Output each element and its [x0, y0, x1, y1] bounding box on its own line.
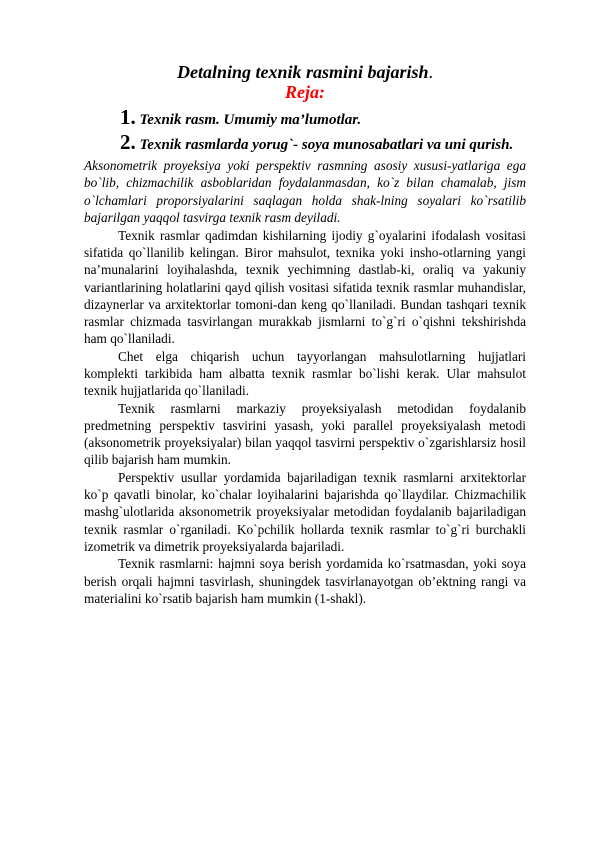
document-page [84, 62, 526, 607]
plan-item-number: 1. [120, 105, 136, 129]
plan-item [84, 105, 526, 129]
plan-item-text: Texnik rasmlarda yorug`- soya munosabatlari va uni qurish. [135, 137, 514, 153]
plan-item-number: 2. [120, 130, 136, 154]
body-paragraph: Texnik rasmlar qadimdan kishilarning ijodiy g`oyalarini ifodalash vositasi sifatida qo`llanilib kelingan. Biror mahsulot, texnika yoki insho-otlarning yangi na’munalarini loyihalashda, texnik yechimning dastlab-ki, oraliq va yakuniy variantlarining holatlarini qayd qilish vositasi sifatida texnik rasmlar muhandislar, dizaynerlar va arxitektorlar tomoni-dan keng qo`llaniladi. Bundan tashqari texnik rasmlar chizmada tasvirlangan murakkab jismlarni to`g`ri o`qishni tekshirishda ham qo`llaniladi. [84, 227, 526, 347]
body-paragraph: Texnik rasmlarni markaziy proyeksiyalash metodidan foydalanib predmetning perspektiv tasvirini yasash, yoki parallel proyeksiyalash metodi (aksonometrik proyeksiyalar) bilan yaqqol tasvirni perspektiv o`zgarishlarsiz hosil qilib bajarish ham mumkin. [84, 400, 526, 468]
plan-item [84, 130, 526, 154]
body-paragraph: Perspektiv usullar yordamida bajariladigan texnik rasmlarni arxitektorlar ko`p qavatli binolar, ko`chalar loyihalarini bajarishda qo`llaydilar. Chizmachilik mashg`ulotlarida aksonometrik proyeksiyalar metodidan foydalanib bajariladigan texnik rasmlar o`rganiladi. Ko`pchilik hollarda texnik rasmlar to`g`ri burchakli izometrik va dimetrik proyeksiyalarda bajariladi. [84, 469, 526, 554]
title-text: Detalning texnik rasmini bajarish [176, 62, 429, 82]
plan-heading: Reja: [285, 82, 325, 102]
body-paragraph: Texnik rasmlarni: hajmni soya berish yordamida ko`rsatmasdan, yoki soya berish orqali hajmni tasvirlash, shuningdek tasvirlanayotgan ob’ektning rangi va materialini ko`rsatib bajarish ham mumkin (1-shakl). [84, 556, 526, 606]
body-paragraph: Chet elga chiqarish uchun tayyorlangan mahsulotlarning hujjatlari komplekti tarkibida ham albatta texnik rasmlar bo`lishi kerak. Ular mahsulot texnik hujjatlarida qo`llaniladi. [84, 348, 526, 399]
document-title [84, 62, 526, 82]
definition-paragraph: Aksonometrik proyeksiya yoki perspektiv rasmning asosiy xususi-yatlariga ega bo`lib, chizmachilik asboblaridan foydalanmasdan, ko`z bilan chamalab, jism o`lchamlari proporsiyalarini saqlagan holda shak-lning soyalari ko`rsatilib bajarilgan yaqqol tasvirga texnik rasm deyiladi. [84, 158, 526, 226]
title-dot: . [428, 62, 434, 82]
plan-item-text: Texnik rasm. Umumiy ma’lumotlar. [135, 112, 362, 128]
